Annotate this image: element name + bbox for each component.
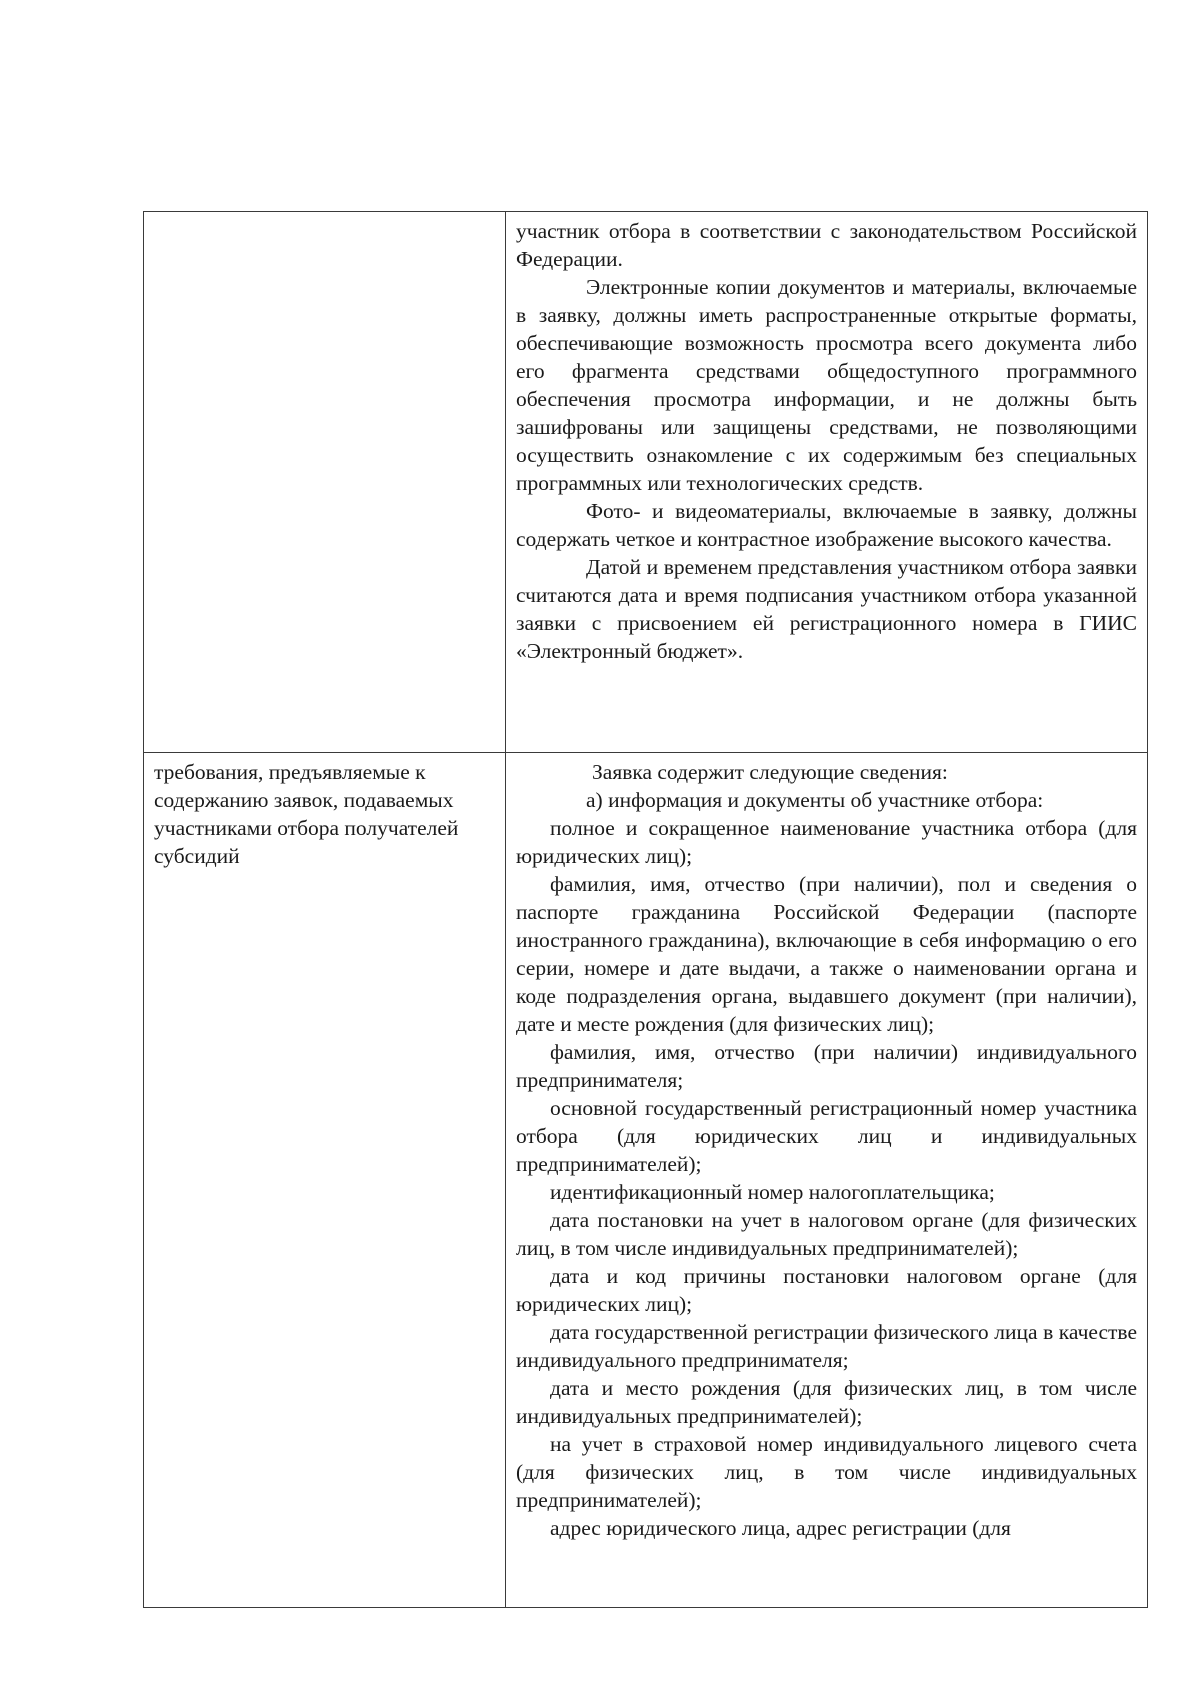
- paragraph: Заявка содержит следующие сведения:: [592, 760, 948, 784]
- left-cell-text: требования, предъявляемые к содержанию заявок, подаваемых участниками отбора получателей субсидий: [154, 760, 459, 868]
- paragraph: полное и сокращенное наименование участника отбора (для юридических лиц);: [516, 816, 1137, 868]
- paragraph: фамилия, имя, отчество (при наличии), пол и сведения о паспорте гражданина Российской Федерации (паспорте иностранного гражданина), включающие в себя информацию о его серии, номере и дате выдачи, а также о наименовании органа и коде подразделения органа, выдавшего документ (при наличии), дате и месте рождения (для физических лиц);: [516, 872, 1137, 1036]
- table-cell-left: [144, 212, 506, 753]
- table-cell-right: [506, 753, 1148, 1608]
- paragraph: Электронные копии документов и материалы, включаемые в заявку, должны иметь распространенные открытые форматы, обеспечивающие возможность просмотра всего документа либо его фрагмента средствами общедоступного программного обеспечения просмотра информации, и не должны быть зашифрованы или защищены средствами, не позволяющими осуществить ознакомление с их содержимым без специальных программных или технологических средств.: [516, 275, 1137, 495]
- paragraph: участник отбора в соответствии с законодательством Российской Федерации.: [516, 219, 1137, 271]
- paragraph: Фото- и видеоматериалы, включаемые в заявку, должны содержать четкое и контрастное изображение высокого качества.: [516, 499, 1137, 551]
- paragraph: Датой и временем представления участником отбора заявки считаются дата и время подписания участником отбора указанной заявки с присвоением ей регистрационного номера в ГИИС «Электронный бюджет».: [516, 555, 1137, 663]
- paragraph: на учет в страховой номер индивидуального лицевого счета (для физических лиц, в том числе индивидуальных предпринимателей);: [516, 1432, 1137, 1512]
- paragraph: основной государственный регистрационный номер участника отбора (для юридических лиц и индивидуальных предпринимателей);: [516, 1096, 1137, 1176]
- paragraph: а) информация и документы об участнике отбора:: [586, 788, 1044, 812]
- paragraph: дата и место рождения (для физических лиц, в том числе индивидуальных предпринимателей);: [516, 1376, 1137, 1428]
- paragraph: дата государственной регистрации физического лица в качестве индивидуального предпринимателя;: [516, 1320, 1137, 1372]
- paragraph: фамилия, имя, отчество (при наличии) индивидуального предпринимателя;: [516, 1040, 1137, 1092]
- table-cell-right: [506, 212, 1148, 753]
- table-row: [144, 212, 1148, 753]
- table-row: [144, 753, 1148, 1608]
- document-table: [143, 211, 1148, 1608]
- paragraph: адрес юридического лица, адрес регистрации (для: [550, 1516, 1011, 1540]
- paragraph: идентификационный номер налогоплательщика;: [550, 1180, 995, 1204]
- table-cell-left: [144, 753, 506, 1608]
- paragraph: дата и код причины постановки налоговом органе (для юридических лиц);: [516, 1264, 1137, 1316]
- paragraph: дата постановки на учет в налоговом органе (для физических лиц, в том числе индивидуальных предпринимателей);: [516, 1208, 1137, 1260]
